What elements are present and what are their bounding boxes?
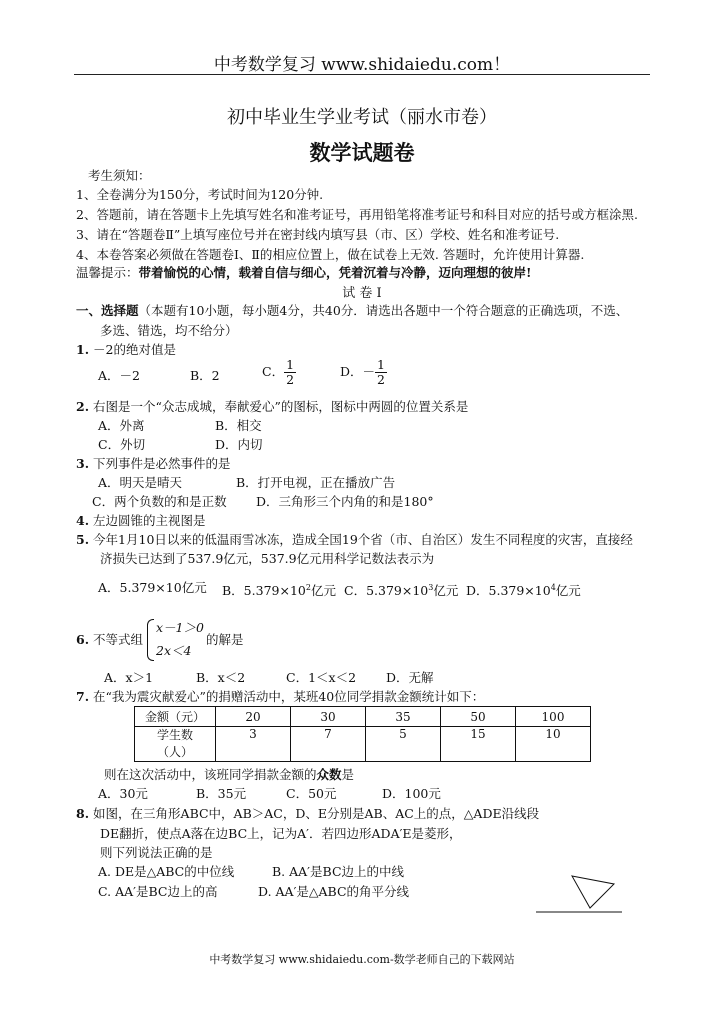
notice-item: 4、本卷答案必须做在答题卷Ⅰ、Ⅱ的相应位置上，做在试卷上无效. 答题时，允许使用计算器. [76, 247, 585, 262]
triangle-figure [532, 858, 626, 918]
q5-option-b [222, 580, 336, 599]
table-cell: 15 [441, 727, 516, 762]
q3-option-b: B．打开电视，正在播放广告 [236, 475, 396, 490]
q8-option-c: C. AA′是BC边上的高 [98, 884, 218, 899]
option-unit: 亿元 [555, 583, 581, 599]
q7-option-a: A．30元 [98, 786, 148, 801]
question-number: 7. [76, 689, 90, 704]
question-8 [76, 806, 539, 822]
fraction [284, 358, 296, 387]
exponent: 3 [428, 583, 434, 592]
question-stem-cont: 济损失已达到了537.9亿元，537.9亿元用科学记数法表示为 [100, 551, 435, 566]
question-number: 1. [76, 342, 90, 357]
table-cell: 50 [441, 707, 516, 727]
row-label-unit: （人） [156, 745, 193, 759]
question-stem-end: 的解是 [206, 632, 244, 647]
question-3 [76, 456, 231, 472]
question-6 [76, 632, 143, 648]
q8-option-d: D. AA′是△ABC的角平分线 [258, 884, 410, 899]
question-stem: 不等式组 [93, 632, 144, 647]
question-stem: 左边圆锥的主视图是 [93, 513, 206, 528]
donation-table [134, 706, 591, 762]
q6-option-c: C．1＜x＜2 [286, 670, 357, 685]
q1-option-b: B．2 [190, 368, 220, 383]
tip-label: 温馨提示： [76, 265, 139, 280]
question-stem: 今年1月10日以来的低温雨雪冰冻，造成全国19个省（市、自治区）发生不同程度的灾害，直接经 [93, 532, 633, 547]
exam-title: 初中毕业生学业考试（丽水市卷） [227, 107, 497, 128]
inequality-2: 2x＜4 [156, 643, 192, 658]
q7-option-b: B．35元 [196, 786, 247, 801]
fraction [375, 358, 387, 387]
option-text: B．5.379×10 [222, 583, 306, 599]
question-5 [76, 532, 633, 548]
option-label: C． [262, 364, 285, 379]
q5-option-c [344, 580, 458, 599]
option-text: D．5.379×10 [466, 583, 551, 599]
q8-option-b: B. AA′是BC边上的中线 [272, 864, 405, 879]
table-header-cell [135, 727, 216, 762]
section-desc: （本题有10小题，每小题4分，共40分．请选出各题中一个符合题意的正确选项，不选、 [138, 303, 629, 318]
question-stem: 在“我为震灾献爱心”的捐赠活动中，某班40位同学捐款金额统计如下： [93, 689, 485, 704]
table-header-cell: 金额（元） [135, 707, 216, 727]
denominator: 2 [377, 372, 385, 387]
q1-option-a: A．－2 [98, 368, 140, 383]
tip-text: 带着愉悦的心情，载着自信与细心，凭着沉着与冷静，迈向理想的彼岸! [138, 265, 532, 280]
denominator: 2 [286, 372, 295, 387]
option-unit: 亿元 [310, 583, 336, 599]
question-stem: 右图是一个“众志成城，奉献爱心”的图标，图标中两圆的位置关系是 [93, 399, 469, 414]
q2-option-d: D．内切 [215, 437, 263, 452]
option-text: C．5.379×10 [344, 583, 429, 599]
paper-title: 数学试题卷 [309, 140, 415, 165]
section-heading: 一、选择题 [76, 303, 139, 318]
question-7 [76, 689, 484, 705]
q2-option-c: C．外切 [98, 437, 146, 452]
numerator: 1 [286, 357, 295, 372]
question-text-end: 是 [341, 767, 355, 782]
exponent: 2 [305, 583, 311, 592]
question-4 [76, 513, 206, 529]
header-divider [74, 74, 650, 75]
q8-option-a: A. DE是△ABC的中位线 [98, 864, 235, 879]
table-row [135, 727, 591, 762]
inequality-1: x－1＞0 [156, 620, 204, 635]
page-header: 中考数学复习 www.shidaiedu.com！ [213, 55, 511, 75]
table-cell: 7 [291, 727, 366, 762]
table-cell: 5 [366, 727, 441, 762]
q3-option-d: D．三角形三个内角的和是180° [256, 494, 434, 509]
question-number: 2. [76, 399, 90, 414]
question-stem-cont: DE翻折，使点A落在边BC上，记为A′．若四边形ADA′E是菱形， [100, 826, 462, 841]
question-emphasis: 众数 [316, 767, 342, 782]
question-stem: －2的绝对值是 [93, 342, 177, 357]
q1-option-d [340, 358, 387, 387]
q7-question [104, 767, 354, 783]
q2-option-b: B．相交 [215, 418, 262, 433]
question-number: 4. [76, 513, 90, 528]
section-desc-cont: 多选、错选，均不给分） [100, 323, 238, 338]
option-unit: 亿元 [433, 583, 459, 599]
section-label: 试 卷 Ⅰ [342, 286, 382, 301]
table-row [135, 707, 591, 727]
system-brace [147, 619, 154, 661]
q6-option-d: D．无解 [386, 670, 434, 685]
question-number: 3. [76, 456, 90, 471]
triangle-shape [572, 876, 614, 908]
q6-option-a: A．x＞1 [104, 670, 154, 685]
q3-option-c: C．两个负数的和是正数 [92, 494, 227, 509]
q2-option-a: A．外离 [98, 418, 145, 433]
q3-option-a: A．明天是晴天 [98, 475, 183, 490]
notice-item: 3、请在“答题卷Ⅱ”上填写座位号并在密封线内填写县（市、区）学校、姓名和准考证号. [76, 227, 560, 242]
table-cell: 100 [516, 707, 591, 727]
question-stem: 下列事件是必然事件的是 [93, 456, 231, 471]
question-2 [76, 399, 468, 415]
q5-option-d [466, 580, 581, 599]
page-footer: 中考数学复习 www.shidaiedu.com-数学老师自己的下载网站 [209, 953, 515, 966]
q7-option-d: D．100元 [382, 786, 441, 801]
question-text: 则在这次活动中，该班同学捐款金额的 [104, 767, 317, 782]
q5-option-a: A．5.379×10亿元 [98, 580, 207, 595]
numerator: 1 [377, 357, 385, 372]
question-number: 5. [76, 532, 90, 547]
table-cell: 20 [216, 707, 291, 727]
question-stem: 如图，在三角形ABC中，AB＞AC，D、E分别是AB、AC上的点，△ADE沿线段 [93, 806, 540, 821]
option-label: D．－ [340, 364, 376, 379]
table-cell: 10 [516, 727, 591, 762]
question-1 [76, 342, 176, 358]
question-stem-cont: 则下列说法正确的是 [100, 845, 213, 860]
q1-option-c [262, 358, 296, 387]
q7-option-c: C．50元 [286, 786, 337, 801]
table-cell: 3 [216, 727, 291, 762]
question-number: 8. [76, 806, 90, 821]
notice-heading: 考生须知： [88, 168, 151, 183]
notice-item: 1、全卷满分为150分，考试时间为120分钟. [76, 187, 324, 202]
notice-item: 2、答题前，请在答题卡上先填写姓名和准考证号，再用铅笔将准考证号和科目对应的括号或方框涂黑. [76, 207, 638, 222]
section-title [76, 303, 628, 319]
question-number: 6. [76, 632, 90, 647]
row-label: 学生数 [156, 728, 193, 742]
q6-option-b: B．x＜2 [196, 670, 246, 685]
table-cell: 35 [366, 707, 441, 727]
notice-tip [76, 265, 532, 281]
exponent: 4 [550, 583, 556, 592]
table-cell: 30 [291, 707, 366, 727]
